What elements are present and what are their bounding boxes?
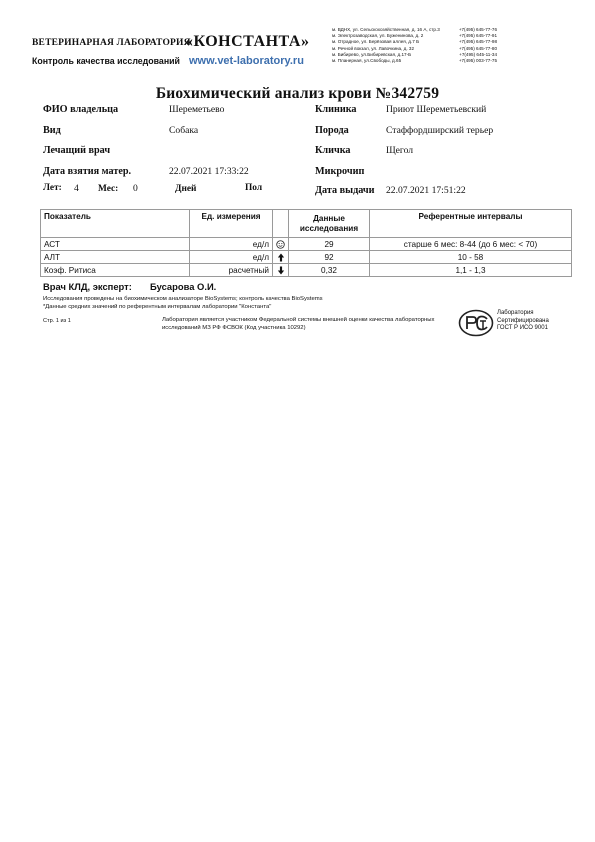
smiley-icon bbox=[273, 238, 289, 251]
issue-date-label: Дата выдачи bbox=[315, 185, 375, 196]
unit-cell: расчетный bbox=[190, 264, 273, 277]
days-label: Дней bbox=[175, 184, 197, 194]
cert-line: Сертифицирована bbox=[497, 317, 549, 324]
clinic-value: Приют Шереметьевский bbox=[386, 104, 487, 115]
rst-certification-logo-icon bbox=[458, 309, 494, 337]
months-label: Мес: bbox=[98, 184, 119, 194]
branch-phone: +7(495) 003-77-75 bbox=[458, 57, 497, 63]
unit-cell: ед/л bbox=[190, 251, 273, 264]
lab-website-link[interactable]: www.vet-laboratory.ru bbox=[189, 55, 304, 67]
microchip-label: Микрочип bbox=[315, 166, 365, 177]
arrow-down-icon bbox=[273, 264, 289, 277]
header-data: Данные исследования bbox=[289, 210, 370, 238]
table-header-row bbox=[41, 210, 572, 238]
sex-label: Пол bbox=[245, 183, 263, 193]
branch-phone: +7(495) 645-77-98 bbox=[458, 39, 497, 45]
expert-name: Бусарова О.И. bbox=[150, 281, 217, 292]
species-label: Вид bbox=[43, 125, 61, 136]
branch-address: м. Планерная, ул.Свободы, д.65 bbox=[332, 57, 402, 63]
lab-brand: «КОНСТАНТА» bbox=[185, 33, 310, 50]
branch-phone: +7(495) 645-77-91 bbox=[458, 33, 497, 39]
branch-address: м. Бибирево, ул.Бибиревская, д.17-Б bbox=[332, 51, 412, 57]
branch-address: м. Отрадное, ул. Берёзовая аллея, д.7 Б bbox=[332, 39, 420, 45]
issue-date-value: 22.07.2021 17:51:22 bbox=[386, 185, 466, 196]
owner-label: ФИО владельца bbox=[43, 104, 119, 115]
pet-name-label: Кличка bbox=[315, 145, 351, 156]
doctor-label: Лечащий врач bbox=[43, 145, 111, 156]
reference-cell: 10 - 58 bbox=[370, 251, 572, 264]
reference-cell: 1,1 - 1,3 bbox=[370, 264, 572, 277]
arrow-up-icon bbox=[273, 251, 289, 264]
breed-value: Стаффордширский терьер bbox=[386, 125, 494, 136]
results-table bbox=[40, 209, 572, 277]
certification-text bbox=[497, 310, 549, 333]
value-cell: 29 bbox=[289, 238, 370, 251]
branch-address: м. Электрозаводская, ул. Буженинова, д. 2 bbox=[332, 33, 424, 39]
branch-phone: +7(495) 645-77-76 bbox=[458, 27, 497, 32]
cert-line: Лаборатория bbox=[497, 310, 534, 316]
value-cell: 0,32 bbox=[289, 264, 370, 277]
breed-label: Порода bbox=[315, 125, 349, 136]
table-row bbox=[41, 251, 572, 264]
pet-name-value: Щегол bbox=[386, 145, 414, 156]
header-flag bbox=[273, 210, 289, 238]
reference-cell: старше 6 мес: 8-44 (до 6 мес: < 70) bbox=[370, 238, 572, 251]
value-cell: 92 bbox=[289, 251, 370, 264]
branch-address: м. Речной вокзал, ул. Лавочкина, д. 32 bbox=[332, 45, 414, 51]
header-unit: Ед. измерения bbox=[190, 210, 273, 238]
table-row bbox=[41, 238, 572, 251]
document-title: Биохимический анализ крови №342759 bbox=[155, 85, 440, 102]
header-reference: Референтные интервалы bbox=[370, 210, 572, 238]
sample-date-value: 22.07.2021 17:33:22 bbox=[169, 166, 249, 177]
expert-role: Врач КЛД, эксперт: bbox=[43, 281, 132, 292]
indicator-cell: Коэф. Ритиса bbox=[41, 264, 190, 277]
reference-note: *Данные средних значений по референтным интервалам лаборатории "Константа" bbox=[43, 304, 272, 310]
cert-line: ГОСТ Р ИСО 9001 bbox=[497, 325, 548, 331]
lab-name: ВЕТЕРИНАРНАЯ ЛАБОРАТОРИЯ bbox=[32, 38, 191, 48]
branch-phone: +7(495) 645-11-34 bbox=[459, 51, 497, 57]
page-number: Стр. 1 из 1 bbox=[43, 318, 71, 324]
unit-cell: ед/л bbox=[190, 238, 273, 251]
months-value: 0 bbox=[133, 183, 138, 194]
branch-address: м. ВДНХ, ул. Сельскохозяйственная, д. 16 А, стр.3 bbox=[332, 27, 440, 32]
eqa-note: Лаборатория является участником Федеральной системы внешней оценки качества лабораторных исследований МЗ РФ ФСВОК (Код участника 10292) bbox=[162, 317, 435, 331]
owner-value: Шереметьево bbox=[169, 104, 225, 115]
lab-subtitle: Контроль качества исследований bbox=[32, 56, 180, 66]
branch-phones bbox=[452, 27, 497, 64]
analyzer-note: Исследования проведены на биохимическом анализаторе BioSystems; контроль качества BioSystems bbox=[43, 296, 323, 302]
indicator-cell: АЛТ bbox=[41, 251, 190, 264]
table-row bbox=[41, 264, 572, 277]
clinic-label: Клиника bbox=[315, 104, 357, 115]
header-indicator: Показатель bbox=[41, 210, 190, 238]
years-label: Лет: bbox=[43, 183, 62, 193]
species-value: Собака bbox=[169, 125, 199, 136]
branch-phone: +7(495) 645-77-80 bbox=[458, 45, 497, 51]
sample-date-label: Дата взятия матер. bbox=[43, 166, 132, 177]
years-value: 4 bbox=[74, 183, 79, 194]
indicator-cell: АСТ bbox=[41, 238, 190, 251]
